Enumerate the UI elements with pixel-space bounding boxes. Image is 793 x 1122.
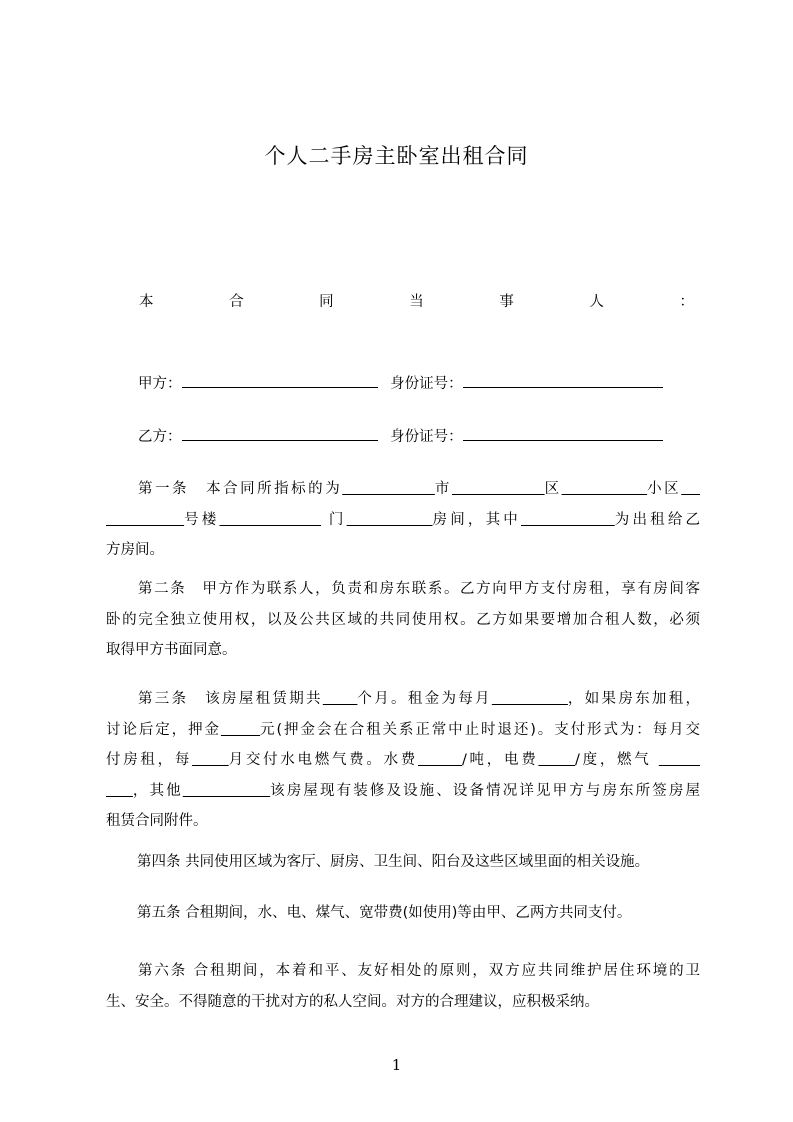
party-b-id-blank[interactable] bbox=[463, 426, 663, 441]
page-number: 1 bbox=[391, 1056, 402, 1074]
parties-heading-char: 事 bbox=[499, 294, 514, 310]
parties-heading-char: 合 bbox=[229, 294, 244, 310]
article-2-line: 卧的完全独立使用权，以及公共区域的共同使用权。乙方如果要增加合租人数，必须 bbox=[106, 611, 700, 628]
party-b-name-blank[interactable] bbox=[182, 426, 378, 441]
article-6 bbox=[106, 956, 700, 1017]
party-b-row bbox=[138, 425, 663, 446]
article-3 bbox=[106, 684, 700, 837]
parties-heading-char: 同 bbox=[319, 294, 334, 310]
article-4 bbox=[137, 847, 707, 878]
article-6-line: 生、安全。不得随意的干扰对方的私人空间。对方的合理建议，应积极采纳。 bbox=[106, 993, 599, 1010]
article-3-line: 讨论后定，押金 元(押金会在合租关系正常中止时退还)。支付形式为：每月交 bbox=[106, 721, 701, 738]
article-2 bbox=[106, 574, 700, 666]
article-2-line: 第二条 甲方作为联系人，负责和房东联系。乙方向甲方支付房租，享有房间客 bbox=[138, 581, 700, 597]
article-3-line: 租赁合同附件。 bbox=[106, 813, 208, 829]
article-2-line: 取得甲方书面同意。 bbox=[106, 642, 237, 658]
party-a-label: 甲方： bbox=[138, 376, 182, 392]
article-1-line: 号楼 门 房间，其中 为出租给乙 bbox=[184, 511, 701, 528]
article-3-line: 第三条 该房屋租赁期共 个月。租金为每月 ，如果房东加租， bbox=[138, 691, 701, 707]
party-b-label: 乙方： bbox=[138, 429, 182, 445]
article-5 bbox=[137, 898, 707, 929]
parties-heading-char: 当 bbox=[409, 294, 424, 310]
article-5-line: 第五条 合租期间，水、电、煤气、宽带费(如使用)等由甲、乙两方共同支付。 bbox=[137, 905, 632, 921]
party-b-id-label: 身份证号： bbox=[390, 429, 463, 445]
parties-heading-char: 人 bbox=[589, 294, 604, 310]
article-3-line: 付房租，每 月交付水电燃气费。水费 /吨，电费 /度，燃气 bbox=[106, 752, 652, 768]
parties-heading-char: ： bbox=[679, 294, 694, 310]
article-6-line: 第六条 合租期间，本着和平、友好相处的原则，双方应共同维护居住环境的卫 bbox=[138, 963, 700, 979]
article-1 bbox=[106, 474, 700, 566]
party-a-id-label: 身份证号： bbox=[390, 376, 463, 392]
article-3-line: ，其他 该房屋现有装修及设施、设备情况详见甲方与房东所签房屋 bbox=[132, 782, 701, 799]
article-4-line: 第四条 共同使用区域为客厅、厨房、卫生间、阳台及这些区域里面的相关设施。 bbox=[137, 854, 650, 870]
parties-heading-char: 本 bbox=[139, 294, 154, 310]
article-1-line: 方房间。 bbox=[106, 542, 164, 558]
article-1-line: 第一条 本合同所指标的为 市 区 小区 bbox=[138, 481, 682, 497]
party-a-row bbox=[138, 372, 663, 393]
document-title: 个人二手房主卧室出租合同 bbox=[264, 144, 529, 168]
party-a-id-blank[interactable] bbox=[463, 373, 663, 388]
party-a-name-blank[interactable] bbox=[182, 373, 378, 388]
parties-heading bbox=[139, 290, 694, 311]
